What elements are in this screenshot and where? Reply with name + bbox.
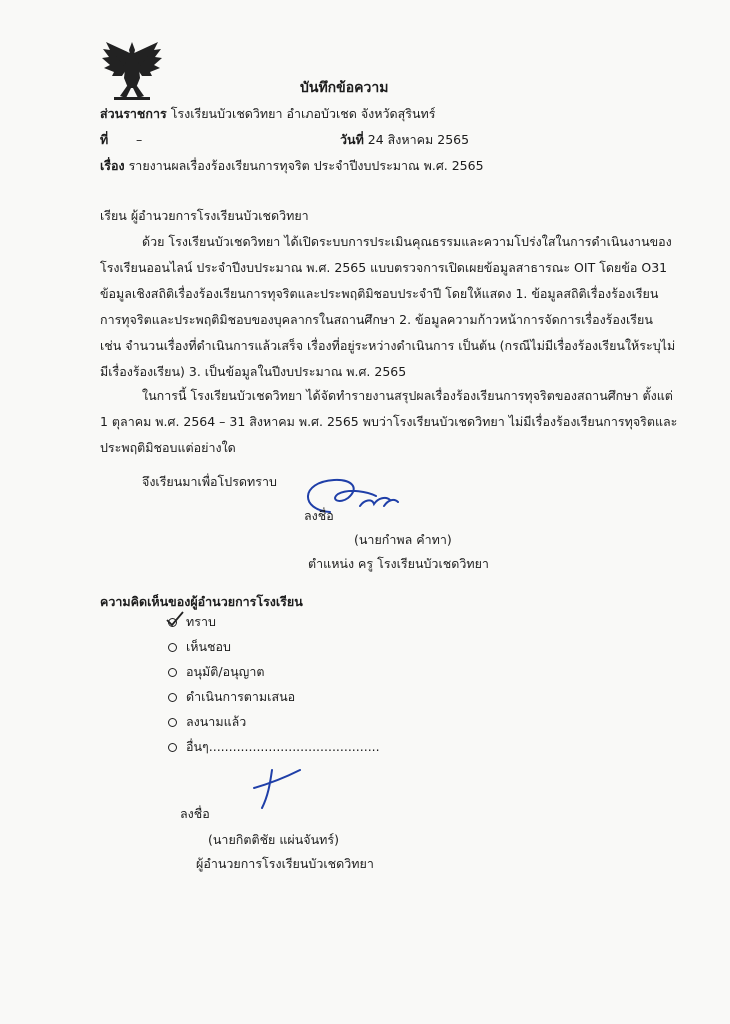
director-name: (นายกิตติชัย แผ่นจันทร์) <box>208 832 339 847</box>
paragraph-line: ด้วย โรงเรียนบัวเชดวิทยา ได้เปิดระบบการประเมินคุณธรรมและความโปร่งใสในการดำเนินงานของ <box>142 234 672 249</box>
option-radio[interactable] <box>168 668 177 677</box>
ref-value: – <box>136 132 143 147</box>
subject-line <box>100 158 484 174</box>
option-label: อื่นๆ........................................... <box>186 739 380 754</box>
subject-value: รายงานผลเรื่องร้องเรียนการทุจริต ประจำปีงบประมาณ พ.ศ. 2565 <box>128 158 484 173</box>
paragraph-line: ในการนี้ โรงเรียนบัวเชดวิทยา ได้จัดทำรายงานสรุปผลเรื่องร้องเรียนการทุจริตของสถานศึกษา ตั้งแต่ <box>142 388 673 403</box>
paragraph-line: เช่น จำนวนเรื่องที่ดำเนินการแล้วเสร็จ เรื่องที่อยู่ระหว่างดำเนินการ เป็นต้น (กรณีไม่มีเรื่องร้องเรียนให้ระบุไม่ <box>100 338 676 353</box>
paragraph-line: ข้อมูลเชิงสถิติเรื่องร้องเรียนการทุจริตและประพฤติมิชอบประจำปี โดยให้แสดง 1. ข้อมูลสถิติเรื่องร้องเรียน <box>100 286 659 301</box>
salutation <box>100 208 309 224</box>
agency-value: โรงเรียนบัวเชดวิทยา อำเภอบัวเชด จังหวัดสุรินทร์ <box>170 106 436 121</box>
paragraph-line: ประพฤติมิชอบแต่อย่างใด <box>100 440 236 455</box>
option-label: ทราบ <box>186 614 216 629</box>
signer-position: ตำแหน่ง ครู โรงเรียนบัวเชดวิทยา <box>308 556 489 571</box>
salutation-value: ผู้อำนวยการโรงเรียนบัวเชดวิทยา <box>130 208 309 223</box>
option-radio[interactable] <box>168 693 177 702</box>
director-signature <box>250 764 310 814</box>
option-label: ลงนามแล้ว <box>186 714 247 729</box>
agency-label: ส่วนราชการ <box>100 106 167 121</box>
date-label: วันที่ <box>340 132 364 147</box>
option-label: อนุมัติ/อนุญาต <box>186 664 265 679</box>
subject-label: เรื่อง <box>100 158 125 173</box>
director-position: ผู้อำนวยการโรงเรียนบัวเชดวิทยา <box>196 856 374 871</box>
date-line <box>340 132 469 148</box>
document-title: บันทึกข้อความ <box>300 80 389 96</box>
director-heading: ความคิดเห็นของผู้อำนวยการโรงเรียน <box>100 594 303 609</box>
signer-sign-label: ลงชื่อ <box>304 508 334 523</box>
ref-label: ที่ <box>100 132 109 147</box>
option-radio[interactable] <box>168 643 177 652</box>
option-radio[interactable] <box>168 718 177 727</box>
paragraph-line: โรงเรียนออนไลน์ ประจำปีงบประมาณ พ.ศ. 2565 แบบตรวจการเปิดเผยข้อมูลสาธารณะ OIT โดยข้อ O31 <box>100 260 668 275</box>
paragraph-line: 1 ตุลาคม พ.ศ. 2564 – 31 สิงหาคม พ.ศ. 2565 พบว่าโรงเรียนบัวเชดวิทยา ไม่มีเรื่องร้องเรียนการทุจริตและ <box>100 414 678 429</box>
option-label: เห็นชอบ <box>186 639 231 654</box>
agency-line <box>100 106 436 122</box>
paragraph-1 <box>100 234 676 380</box>
salutation-label: เรียน <box>100 208 127 223</box>
closing-text: จึงเรียนมาเพื่อโปรดทราบ <box>142 474 277 489</box>
paragraph-line: การทุจริตและประพฤติมิชอบของบุคลากรในสถานศึกษา 2. ข้อมูลความก้าวหน้าการจัดการเรื่องร้องเรียน <box>100 312 653 327</box>
option-label: ดำเนินการตามเสนอ <box>186 689 296 704</box>
date-value: 24 สิงหาคม 2565 <box>367 132 470 147</box>
option-radio[interactable] <box>168 743 177 752</box>
director-sign-label: ลงชื่อ <box>180 806 210 821</box>
paragraph-line: มีเรื่องร้องเรียน) 3. เป็นข้อมูลในปีงบประมาณ พ.ศ. 2565 <box>100 364 407 379</box>
paragraph-2 <box>100 388 678 456</box>
signer-name: (นายกำพล คำทา) <box>354 532 452 547</box>
garuda-emblem <box>100 40 164 102</box>
checkmark-icon <box>166 612 184 632</box>
